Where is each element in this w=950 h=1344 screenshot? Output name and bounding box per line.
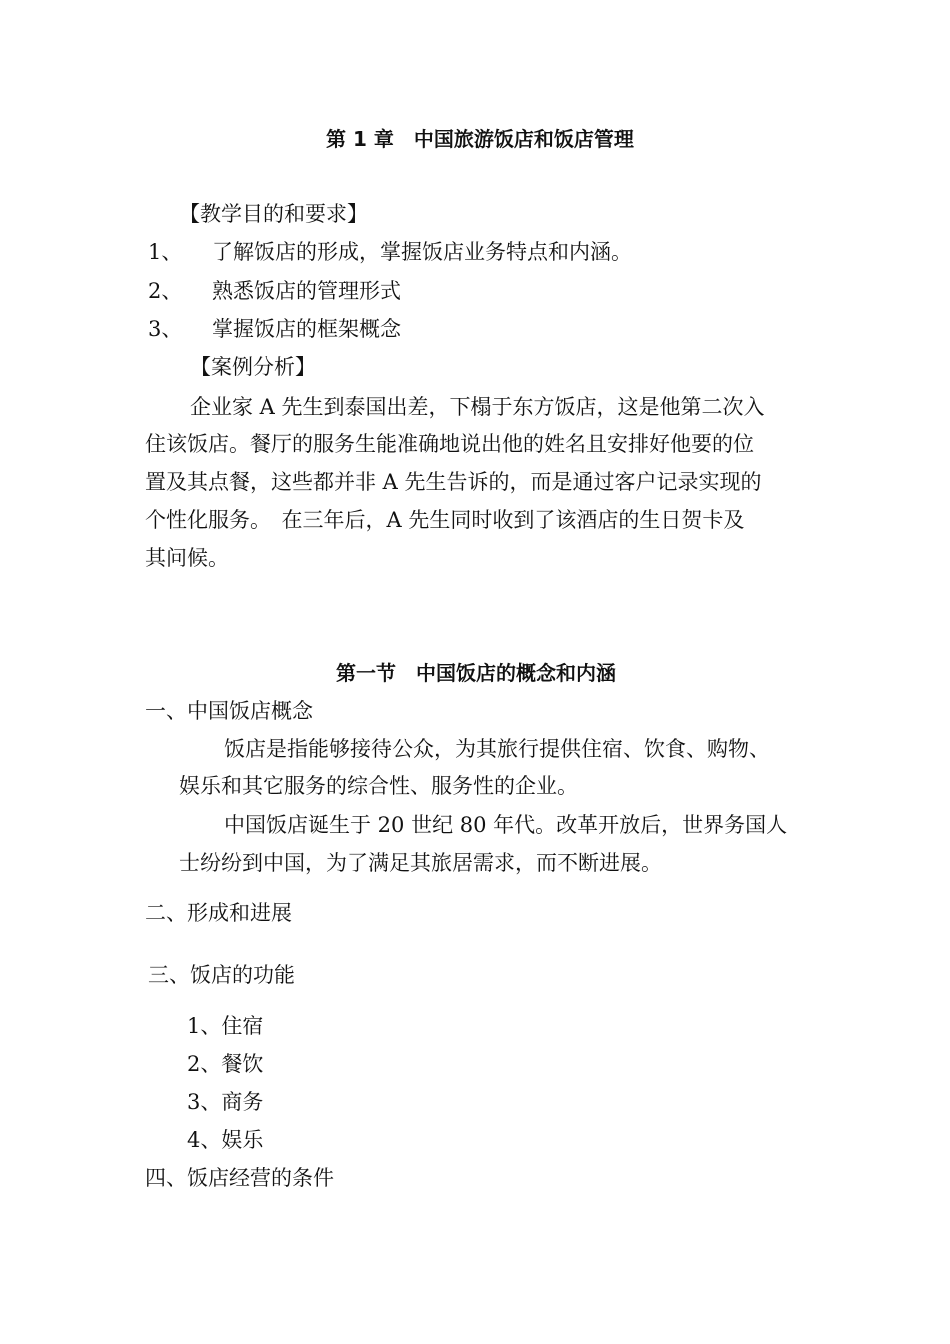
function-item: 4、娱乐 <box>187 1128 264 1152</box>
section2-heading: 二、形成和进展 <box>145 901 292 925</box>
case-line: 企业家 A 先生到泰国出差，下榻于东方饭店，这是他第二次入 <box>190 395 765 419</box>
section1-para2-line: 士纷纷到中国，为了满足其旅居需求，而不断进展。 <box>179 851 662 875</box>
function-item: 1、住宿 <box>187 1014 264 1038</box>
section1-para1-line: 娱乐和其它服务的综合性、服务性的企业。 <box>179 774 578 798</box>
objective-number: 2、 <box>148 279 183 303</box>
case-line: 其问候。 <box>145 546 229 570</box>
objectives-header: 【教学目的和要求】 <box>179 202 368 226</box>
function-item: 2、餐饮 <box>187 1052 264 1076</box>
objective-number: 1、 <box>148 240 183 264</box>
case-line: 个性化服务。 在三年后，A 先生同时收到了该酒店的生日贺卡及 <box>145 508 745 532</box>
section-title: 第一节 中国饭店的概念和内涵 <box>336 661 616 685</box>
case-line: 住该饭店。餐厅的服务生能准确地说出他的姓名且安排好他要的位 <box>145 432 754 456</box>
section1-heading: 一、中国饭店概念 <box>145 699 313 723</box>
objective-text: 熟悉饭店的管理形式 <box>212 279 401 303</box>
objective-text: 了解饭店的形成，掌握饭店业务特点和内涵。 <box>212 240 632 264</box>
chapter-title: 第 1 章 中国旅游饭店和饭店管理 <box>326 127 634 151</box>
case-header: 【案例分析】 <box>190 355 316 379</box>
section1-para1-line: 饭店是指能够接待公众，为其旅行提供住宿、饮食、购物、 <box>224 737 770 761</box>
section1-para2-line: 中国饭店诞生于 20 世纪 80 年代。改革开放后，世界务国人 <box>224 813 788 837</box>
section3-heading: 三、饭店的功能 <box>148 963 295 987</box>
section4-heading: 四、饭店经营的条件 <box>145 1166 334 1190</box>
function-item: 3、商务 <box>187 1090 264 1114</box>
objective-text: 掌握饭店的框架概念 <box>212 317 401 341</box>
objective-number: 3、 <box>148 317 183 341</box>
case-line: 置及其点餐，这些都并非 A 先生告诉的，而是通过客户记录实现的 <box>145 470 762 494</box>
